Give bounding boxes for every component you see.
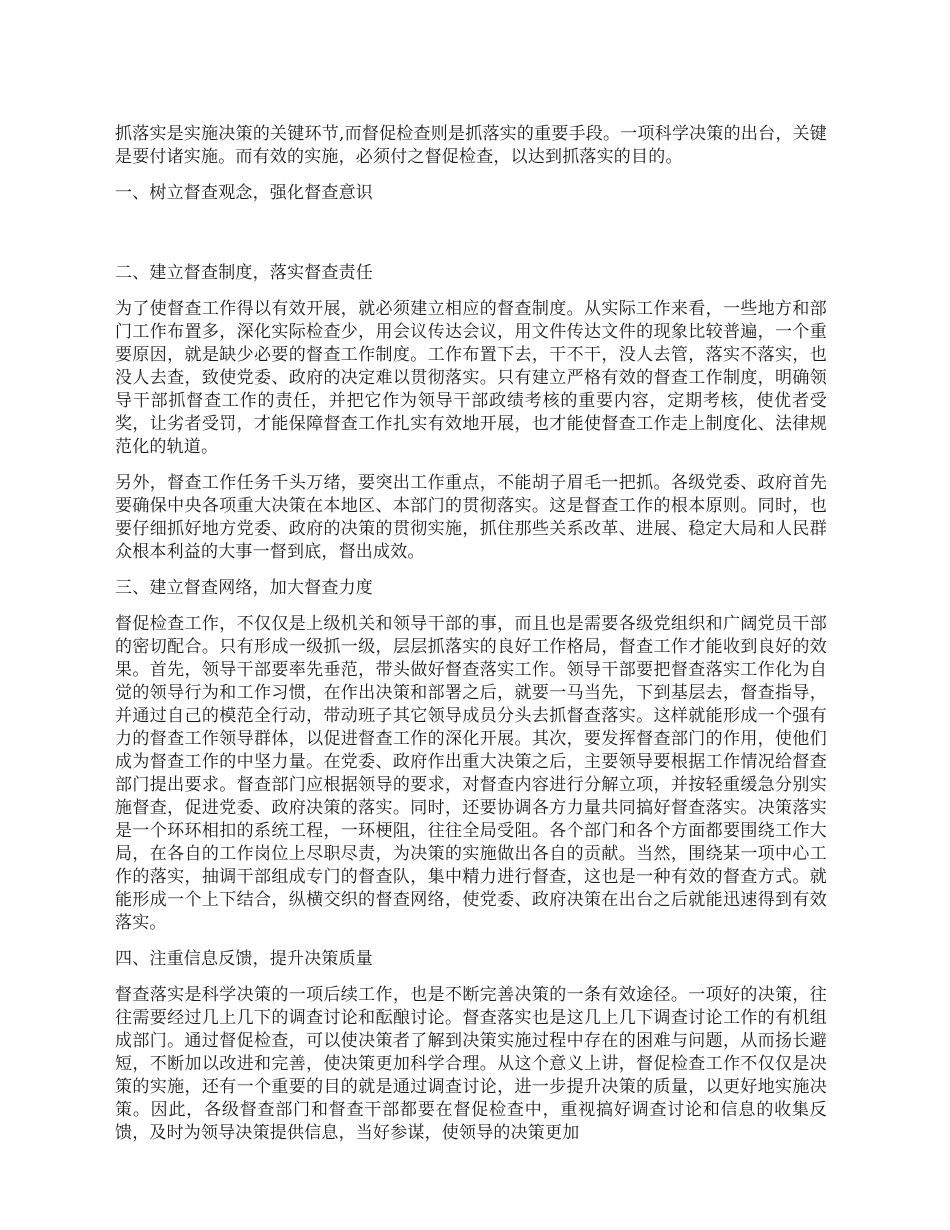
section-2-paragraph-1: 为了使督查工作得以有效开展，就必须建立相应的督查制度。从实际工作来看，一些地方和部门工作布置多，深化实际检查少，用会议传达会议，用文件传达文件的现象比较普遍，一个重要原因，就是缺少必要的督查工作制度。工作布置下去，干不干，没人去管，落实不落实，也没人去查，致使党委、政府的决定难以贯彻落实。只有建立严格有效的督查工作制度，明确领导干部抓督查工作的责任，并把它作为领导干部政绩考核的重要内容，定期考核，使优者受奖，让劣者受罚，才能保障督查工作扎实有效地开展，也才能使督查工作走上制度化、法律规范化的轨道。 <box>115 299 827 457</box>
section-3-heading: 三、建立督查网络，加大督查力度 <box>115 578 373 598</box>
section-1-empty-body <box>115 218 827 262</box>
section-2-heading: 二、建立督查制度，落实督查责任 <box>115 263 373 283</box>
document-page <box>115 123 827 1158</box>
intro-paragraph: 抓落实是实施决策的关键环节,而督促检查则是抓落实的重要手段。一项科学决策的出台，关键是要付诸实施。而有效的实施，必须付之督促检查，以达到抓落实的目的。 <box>115 124 827 167</box>
section-4-heading: 四、注重信息反馈，提升决策质量 <box>115 949 373 969</box>
section-3-paragraph-1: 督促检查工作，不仅仅是上级机关和领导干部的事，而且也是需要各级党组织和广阔党员干部的密切配合。只有形成一级抓一级，层层抓落实的良好工作格局，督查工作才能收到良好的效果。首先，领导干部要率先垂范，带头做好督查落实工作。领导干部要把督查落实工作化为自觉的领导行为和工作习惯，在作出决策和部署之后，就要一马当先，下到基层去，督查指导，并通过自己的模范全行动，带动班子其它领导成员分头去抓督查落实。这样就能形成一个强有力的督查工作领导群体，以促进督查工作的深化开展。其次，要发挥督查部门的作用，使他们成为督查工作的中坚力量。在党委、政府作出重大决策之后，主要领导要根据工作情况给督查部门提出要求。督查部门应根据领导的要求，对督查内容进行分解立项，并按轻重缓急分别实施督查，促进党委、政府决策的落实。同时，还要协调各方力量共同搞好督查落实。决策落实是一个环环相扣的系统工程，一环梗阻，往往全局受阻。各个部门和各个方面都要围绕工作大局，在各自的工作岗位上尽职尽责，为决策的实施做出各自的贡献。当然，围绕某一项中心工作的落实，抽调干部组成专门的督查队，集中精力进行督查，这也是一种有效的督查方式。就能形成一个上下结合，纵横交织的督查网络，使党委、政府决策在出台之后就能迅速得到有效落实。 <box>115 614 827 933</box>
section-4-paragraph-1: 督查落实是科学决策的一项后续工作，也是不断完善决策的一条有效途径。一项好的决策，往往需要经过几上几下的调查讨论和酝酿讨论。督查落实也是这几上几下调查讨论工作的有机组成部门。通过督促检查，可以使决策者了解到决策实施过程中存在的困难与问题，从而扬长避短，不断加以改进和完善，使决策更加科学合理。从这个意义上讲，督促检查工作不仅仅是决策的实施，还有一个重要的目的就是通过调查讨论，进一步提升决策的质量，以更好地实施决策。因此，各级督查部门和督查干部都要在督促检查中，重视搞好调查讨论和信息的收集反馈，及时为领导决策提供信息，当好参谋，使领导的决策更加 <box>115 985 827 1143</box>
section-2-paragraph-2: 另外，督查工作任务千头万绪，要突出工作重点，不能胡子眉毛一把抓。各级党委、政府首先要确保中央各项重大决策在本地区、本部门的贯彻落实。这是督查工作的根本原则。同时，也要仔细抓好地方党委、政府的决策的贯彻实施，抓住那些关系改革、进展、稳定大局和人民群众根本利益的大事一督到底，督出成效。 <box>115 473 827 562</box>
section-1-heading: 一、树立督查观念，强化督查意识 <box>115 183 373 203</box>
